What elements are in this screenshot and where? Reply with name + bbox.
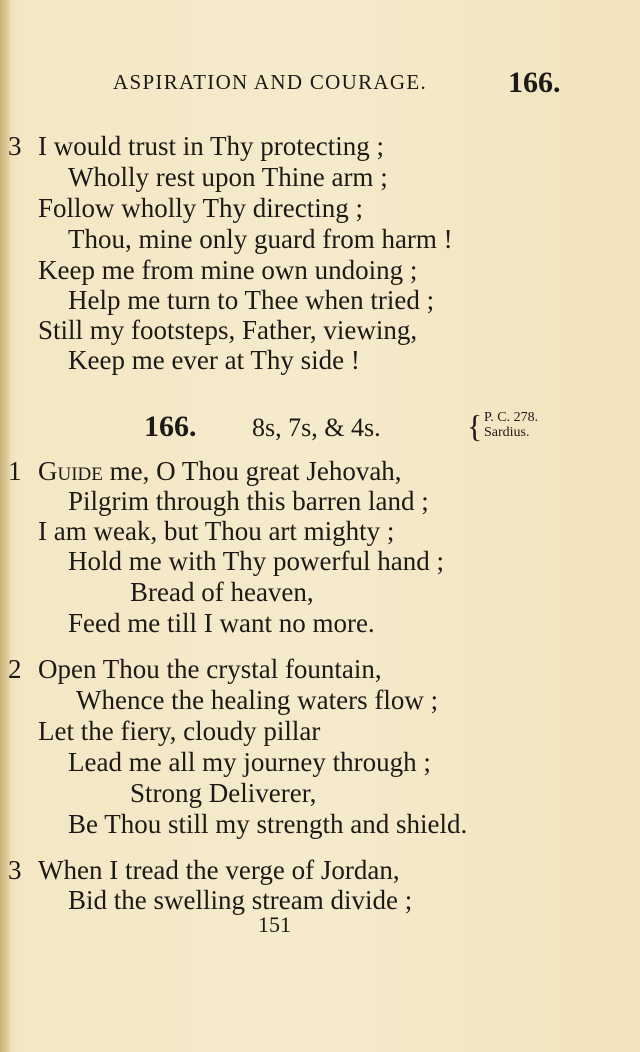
hymn-line: Pilgrim through this barren land ; <box>68 486 429 516</box>
verse-number: 2 <box>8 654 22 684</box>
hymn-number-header: 166. <box>508 66 561 99</box>
hymn-line: Keep me from mine own undoing ; <box>38 255 418 285</box>
hymn-line-first <box>38 455 402 487</box>
brace-glyph: { <box>467 408 483 444</box>
hymn-line: Hold me with Thy powerful hand ; <box>68 546 444 576</box>
hymn-line: Thou, mine only guard from harm ! <box>68 224 453 254</box>
running-title: ASPIRATION AND COURAGE. <box>113 70 428 94</box>
hymn-line: Open Thou the crystal fountain, <box>38 654 382 684</box>
tune-reference: P. C. 278. <box>484 410 539 425</box>
hymn-number: 166. <box>144 410 197 443</box>
page-number-footer: 151 <box>258 912 291 937</box>
hymn-line: Bid the swelling stream divide ; <box>68 885 413 915</box>
hymn-meter: 8s, 7s, & 4s. <box>252 413 381 442</box>
first-word-small-caps: Guide <box>38 456 103 486</box>
verse-number: 1 <box>8 456 22 486</box>
verse-number: 3 <box>8 131 22 161</box>
hymn-line: Lead me all my journey through ; <box>68 747 431 777</box>
hymn-line: When I tread the verge of Jordan, <box>38 855 400 885</box>
hymn-line: Keep me ever at Thy side ! <box>68 345 360 375</box>
hymn-line: I would trust in Thy protecting ; <box>38 131 384 161</box>
hymn-line: Strong Deliverer, <box>130 778 317 808</box>
hymn-line: Bread of heaven, <box>130 577 314 607</box>
verse-number: 3 <box>8 855 22 885</box>
hymn-line: Feed me till I want no more. <box>68 608 375 638</box>
hymn-line: Let the fiery, cloudy pillar <box>38 716 321 746</box>
running-header <box>0 68 640 108</box>
hymn-line: I am weak, but Thou art mighty ; <box>38 516 395 546</box>
hymn-line: Still my footsteps, Father, viewing, <box>38 315 418 345</box>
hymn-line: Be Thou still my strength and shield. <box>68 809 468 839</box>
first-line-rest: me, O Thou great Jehovah, <box>102 456 402 486</box>
hymn-line: Wholly rest upon Thine arm ; <box>68 162 388 192</box>
tune-name: Sardius. <box>484 425 530 440</box>
hymn-line: Follow wholly Thy directing ; <box>38 193 363 223</box>
hymn-line: Help me turn to Thee when tried ; <box>68 285 435 315</box>
hymn-line: Whence the healing waters flow ; <box>76 685 439 715</box>
